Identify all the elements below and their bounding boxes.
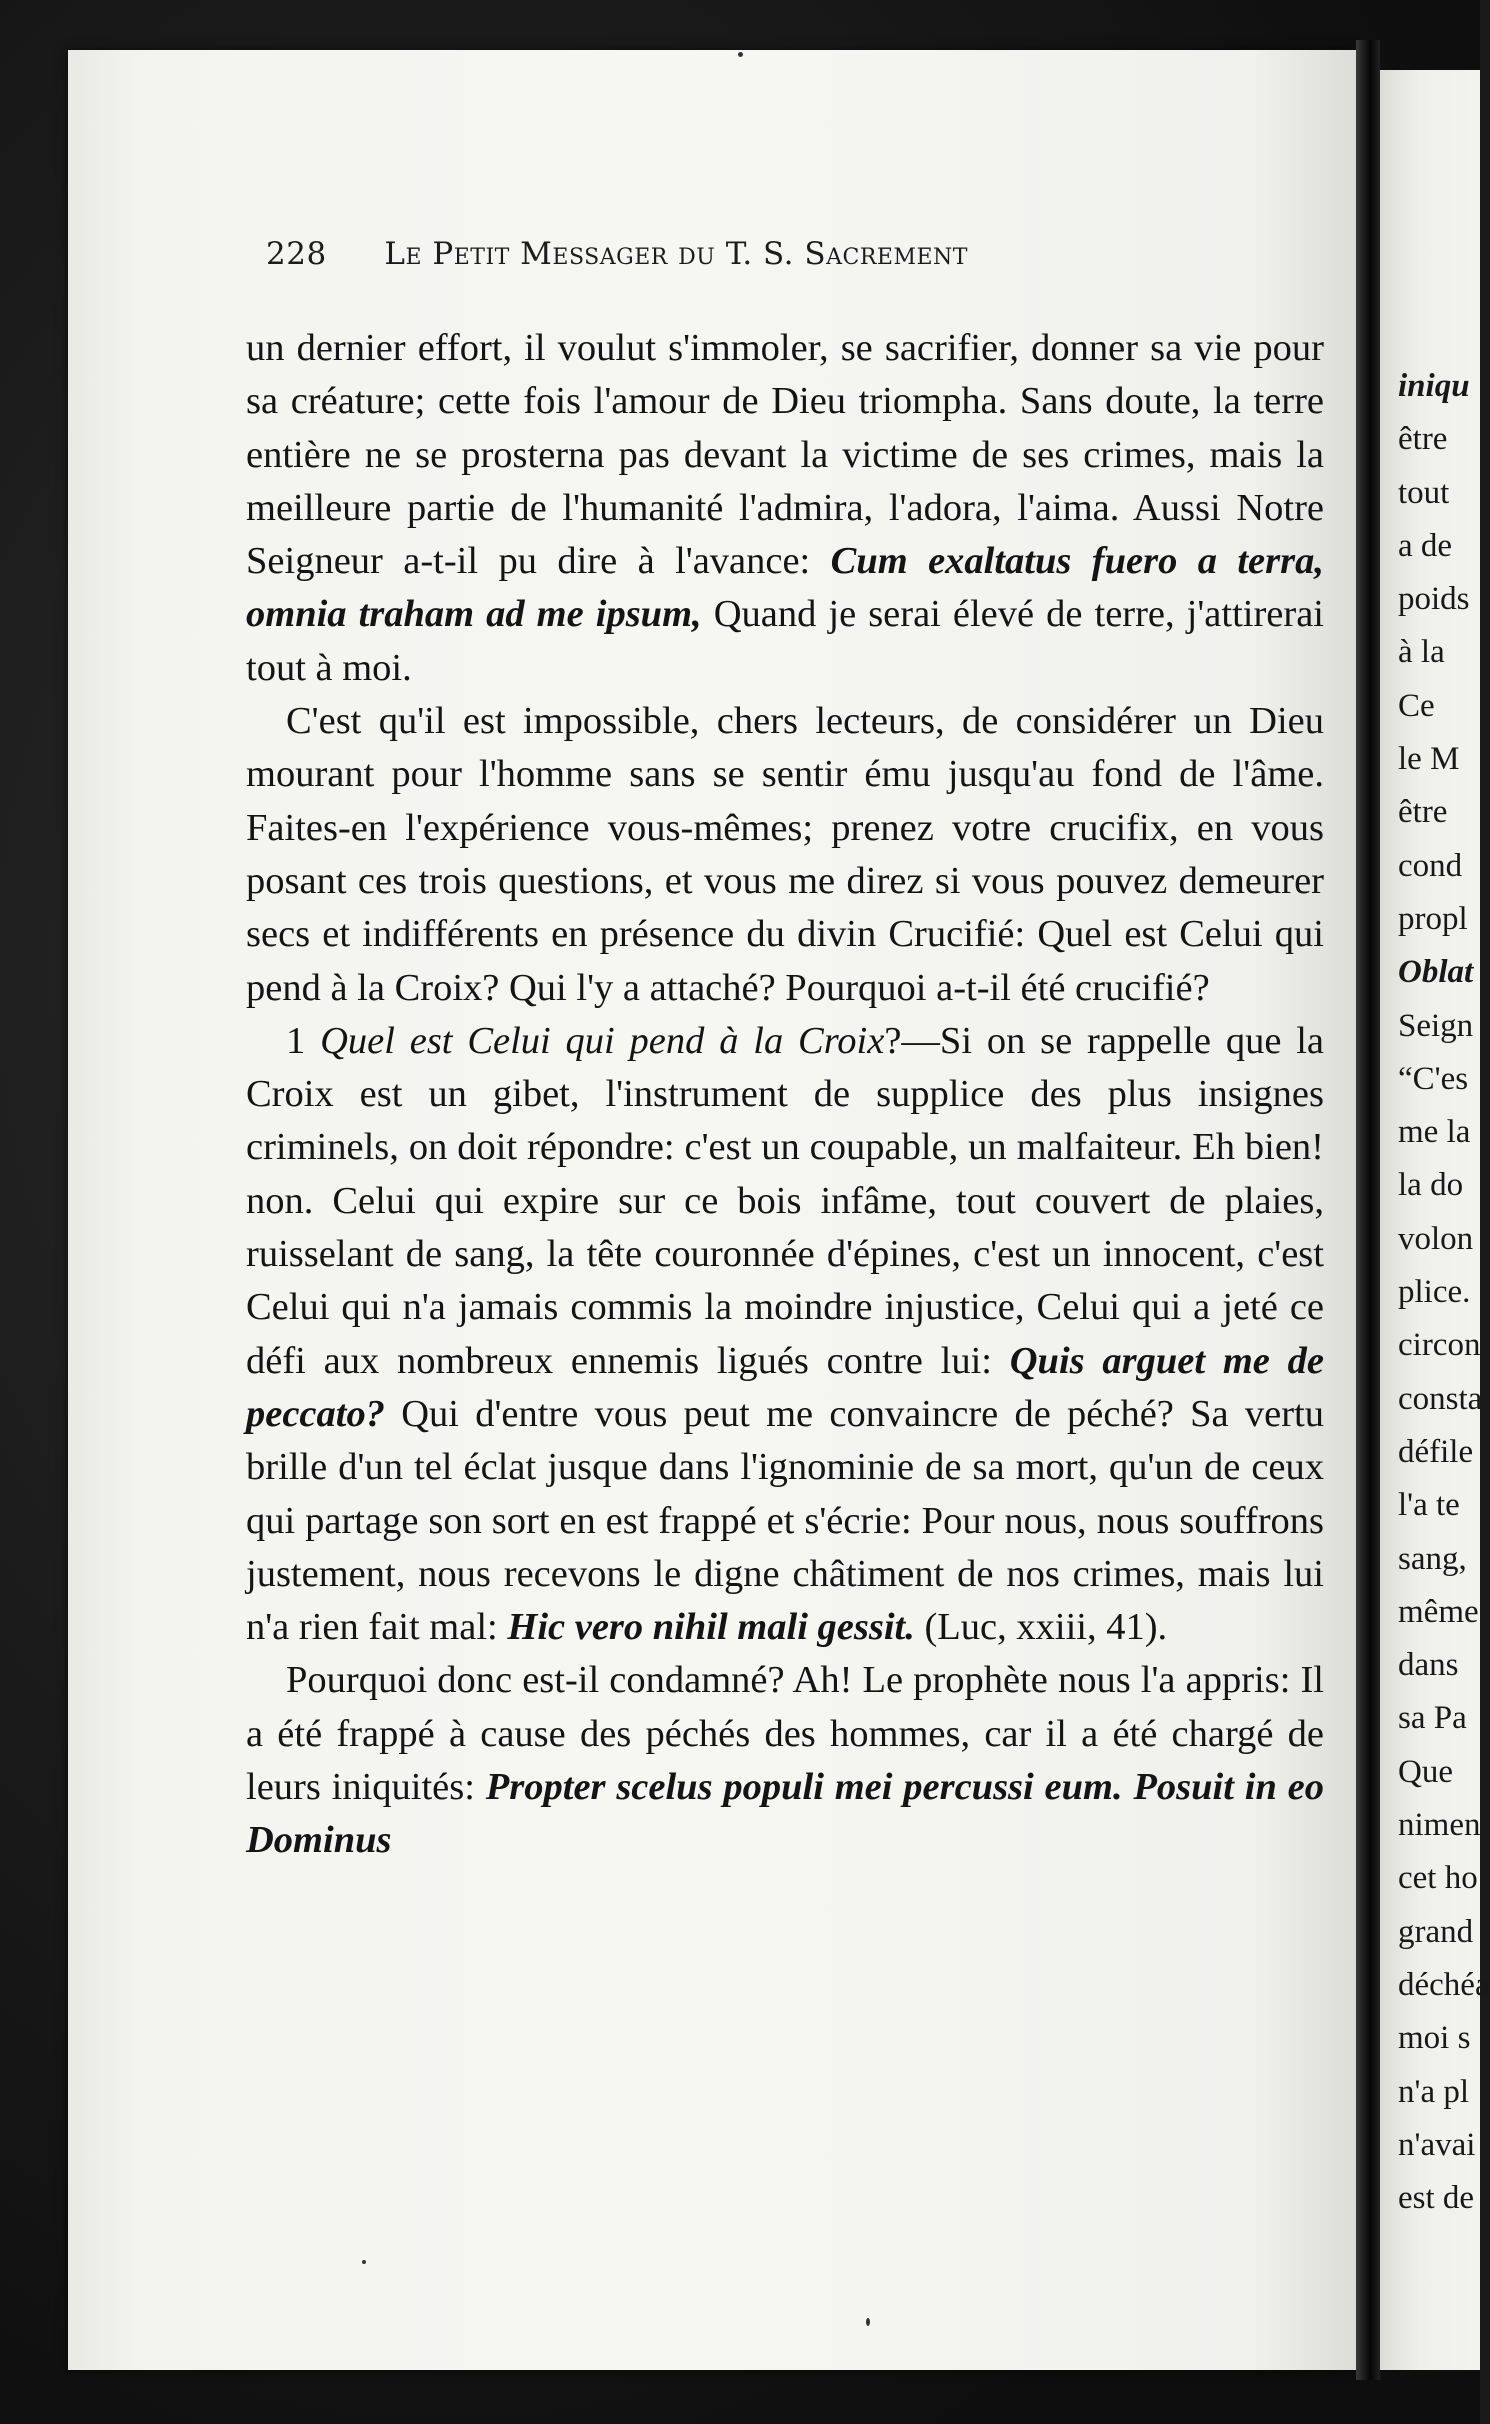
- latin-quote-2: Quis arguet me de peccato?: [246, 1339, 1324, 1435]
- paragraph-3: [246, 1015, 1324, 1655]
- facing-page-fragment: cond: [1398, 847, 1463, 884]
- facing-page-fragment: même: [1398, 1593, 1479, 1630]
- facing-page-fragment: nimen: [1398, 1807, 1481, 1844]
- facing-page-fragment: Ce: [1398, 687, 1435, 724]
- latin-quote-1: Cum exaltatus fuero a terra, omnia traham ad me ipsum,: [246, 540, 1324, 636]
- facing-page-fragment: volon: [1398, 1220, 1474, 1257]
- facing-page-fragment: défile: [1398, 1433, 1474, 1470]
- facing-page-fragment: Que: [1398, 1753, 1453, 1790]
- facing-page-fragment: n'avai: [1398, 2126, 1476, 2163]
- paragraph-4: [246, 1654, 1324, 1867]
- paragraph-2-text: C'est qu'il est impossible, chers lecteurs, de considérer un Dieu mourant pour l'homme sans se sentir ému jusqu'au fond de l'âme. Faites-en l'expérience vous-mêmes; prenez votre crucifix, en vous posant ces trois questions, et vous me direz si vous pouvez demeurer secs et indifférents en présence du divin Crucifié: Quel est Celui qui pend à la Croix? Qui l'y a attaché? Pourquoi a-t-il été crucifié?: [246, 700, 1324, 1009]
- paragraph-1-text-a: un dernier effort, il voulut s'immoler, se sacrifier, donner sa vie pour sa créature; cette fois l'amour de Dieu triompha. Sans doute, la terre entière ne se prosterna pas devant la victime de ses crimes, mais la meilleure partie de l'humanité l'admira, l'adora, l'aima. Aussi Notre Seigneur a-t-il pu dire à l'avance:: [246, 327, 1324, 583]
- paragraph-3-text-b: Qui d'entre vous peut me convaincre de péché? Sa vertu brille d'un tel éclat jusque dans l'ignominie de sa mort, qu'un de ceux qui partage son sort en est frappé et s'écrie: Pour nous, nous souffrons justement, nous recevons le digne châtiment de nos crimes, mais lui n'a rien fait mal:: [246, 1392, 1324, 1649]
- facing-page-fragment: la do: [1398, 1167, 1464, 1204]
- running-title: Le Petit Messager du T. S. Sacrement: [384, 236, 968, 272]
- facing-page-fragment: plice.: [1398, 1274, 1471, 1311]
- facing-page-fragment: iniqu: [1398, 368, 1470, 404]
- page-number: 228: [266, 236, 327, 272]
- paragraph-4-text: Pourquoi donc est-il condamné? Ah! Le prophète nous l'a appris: Il a été frappé à cause des péchés des hommes, car il a été chargé de leurs iniquités:: [246, 1659, 1324, 1809]
- scan-speck: [738, 52, 743, 57]
- facing-page-fragment: dans: [1398, 1647, 1459, 1684]
- scan-speck: [866, 2318, 870, 2326]
- facing-page-fragment: poids: [1398, 581, 1470, 618]
- facing-page-fragment: être: [1398, 794, 1448, 831]
- paragraph-2: [246, 695, 1324, 1015]
- facing-page-fragment: a de: [1398, 527, 1453, 564]
- facing-page-fragment: moi s: [1398, 2020, 1471, 2057]
- facing-page-fragment: me la: [1398, 1114, 1471, 1151]
- facing-page-fragment: grand: [1398, 1913, 1474, 1950]
- question-number: 1: [286, 1019, 321, 1062]
- latin-quote-3: Hic vero nihil mali gessit.: [507, 1606, 915, 1649]
- facing-page-fragment: sang,: [1398, 1540, 1467, 1577]
- scripture-reference: (Luc, xxiii, 41).: [914, 1606, 1168, 1649]
- facing-page-fragment: l'a te: [1398, 1487, 1460, 1524]
- facing-page-fragment: consta: [1398, 1380, 1483, 1417]
- facing-page-fragment: propl: [1398, 900, 1468, 937]
- paragraph-1-text-b: Quand je serai élevé de terre, j'attirerai tout à moi.: [246, 593, 1324, 689]
- running-header: [266, 236, 1346, 286]
- facing-page-fragment: n'a pl: [1398, 2073, 1470, 2110]
- question-heading: Quel est Celui qui pend à la Croix: [320, 1019, 885, 1062]
- facing-page-fragment: est de: [1398, 2180, 1475, 2217]
- facing-page-fragments: [1398, 360, 1488, 2225]
- facing-page-fragment: “C'es: [1398, 1060, 1469, 1097]
- facing-page-fragment: cet ho: [1398, 1860, 1478, 1897]
- scan-speck: [362, 2260, 366, 2264]
- latin-quote-4: Propter scelus populi mei percussi eum. Posuit in eo Dominus: [246, 1766, 1324, 1862]
- paragraph-1: [246, 322, 1324, 695]
- facing-page-fragment: être: [1398, 421, 1448, 458]
- facing-page-fragment: à la: [1398, 634, 1445, 671]
- facing-page-fragment: déchéa: [1398, 1966, 1490, 2003]
- book-gutter: [1356, 40, 1380, 2380]
- facing-page-fragment: circon: [1398, 1327, 1481, 1364]
- facing-page-fragment: le M: [1398, 741, 1460, 778]
- body-text: [246, 322, 1324, 1868]
- facing-page-fragment: tout: [1398, 474, 1450, 511]
- facing-page-fragment: Oblat: [1398, 954, 1474, 991]
- paragraph-3-text-a: ?—Si on se rappelle que la Croix est un gibet, l'instrument de supplice des plus insignes criminels, on doit répondre: c'est un coupable, un malfaiteur. Eh bien! non. Celui qui expire sur ce bois infâme, tout couvert de plaies, ruisselant de sang, la tête couronnée d'épines, c'est un innocent, c'est Celui qui n'a jamais commis la moindre injustice, Celui qui a jeté ce défi aux nombreux ennemis ligués contre lui:: [246, 1019, 1325, 1382]
- facing-page-fragment: Seign: [1398, 1007, 1474, 1044]
- facing-page-fragment: sa Pa: [1398, 1700, 1467, 1737]
